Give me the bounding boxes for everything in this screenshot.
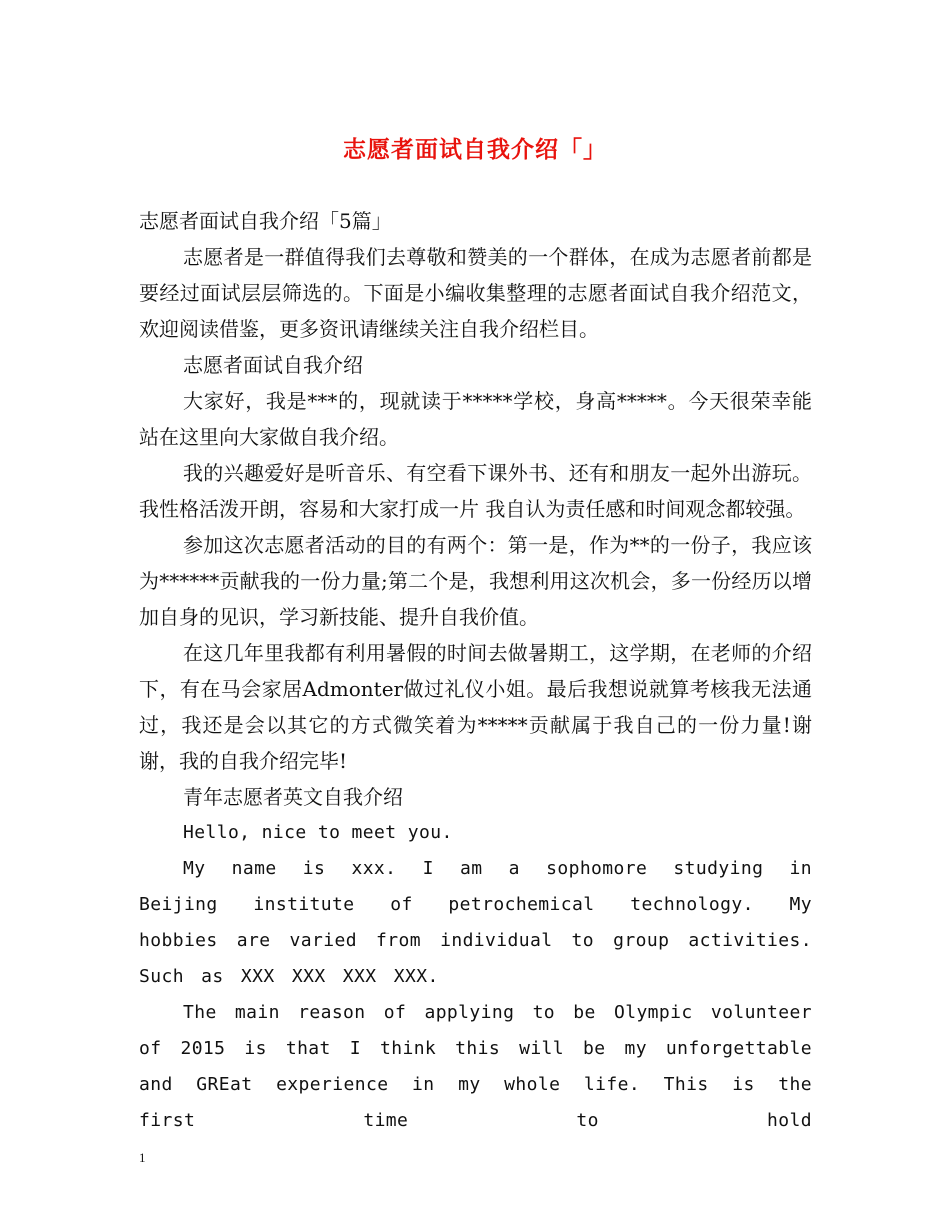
- paragraph-english: The main reason of applying to be Olympic volunteer of 2015 is that I think this will be my unforgettable and GREat experience in my whole life. This is the first time to hold: [139, 1002, 812, 1131]
- paragraph-english: My name is xxx. I am a sophomore studying in Beijing institute of petrochemical technology. My hobbies are varied from individual to group activities. Such as XXX XXX XXX XXX.: [139, 858, 812, 987]
- paragraph: 我的兴趣爱好是听音乐、有空看下课外书、还有和朋友一起外出游玩。我性格活泼开朗，容易和大家打成一片 我自认为责任感和时间观念都较强。: [139, 461, 812, 521]
- paragraph: 在这几年里我都有利用暑假的时间去做暑期工，这学期，在老师的介绍下，有在马会家居Admonter做过礼仪小姐。最后我想说就算考核我无法通过，我还是会以其它的方式微笑着为*****贡献属于我自己的一份力量!谢谢，我的自我介绍完毕!: [139, 641, 812, 773]
- paragraph-intro: 志愿者是一群值得我们去尊敬和赞美的一个群体，在成为志愿者前都是要经过面试层层筛选的。下面是小编收集整理的志愿者面试自我介绍范文，欢迎阅读借鉴，更多资讯请继续关注自我介绍栏目。: [139, 245, 812, 341]
- paragraph-english: Hello, nice to meet you.: [183, 822, 453, 843]
- paragraph: 参加这次志愿者活动的目的有两个：第一是，作为**的一份子，我应该为******贡献我的一份力量;第二个是，我想利用这次机会，多一份经历以增加自身的见识，学习新技能、提升自我价值。: [139, 533, 812, 629]
- section-heading: 青年志愿者英文自我介绍: [183, 785, 403, 809]
- subtitle: 志愿者面试自我介绍「5篇」: [139, 209, 392, 233]
- document-body: [139, 203, 812, 1139]
- page-number: 1: [139, 1150, 146, 1165]
- document-title: 志愿者面试自我介绍「」: [343, 137, 607, 163]
- section-heading: 志愿者面试自我介绍: [183, 353, 363, 377]
- paragraph: 大家好，我是***的，现就读于*****学校，身高*****。今天很荣幸能站在这里向大家做自我介绍。: [139, 389, 812, 449]
